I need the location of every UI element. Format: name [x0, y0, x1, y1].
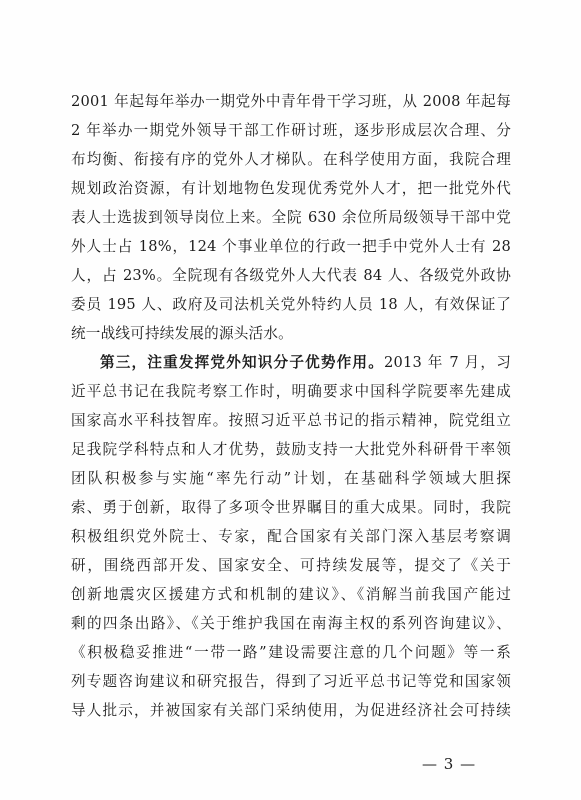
text-line: 2001 年起每年举办一期党外中青年骨干学习班，从 2008 年起每: [71, 93, 511, 110]
text-line: 团队积极参与实施“率先行动”计划，在基础科学领域大胆探: [71, 470, 511, 487]
text-line: 表人士选拔到领导岗位上来。全院 630 余位所局级领导干部中党: [71, 209, 511, 226]
text-line: 委员 195 人、政府及司法机关党外特约人员 18 人，有效保证了: [71, 296, 511, 313]
paragraph-heading: 第三，注重发挥党外知识分子优势作用。: [100, 354, 384, 371]
paragraph-first-line-rest: 2013 年 7 月，习: [383, 354, 511, 371]
text-line: 索、勇于创新，取得了多项令世界瞩目的重大成果。同时，我院: [71, 499, 511, 516]
text-line: 剩的四条出路》、《关于维护我国在南海主权的系列咨询建议》、: [71, 615, 511, 632]
text-line: 研，围绕西部开发、国家安全、可持续发展等，提交了《关于: [71, 557, 511, 574]
paragraph-first-line: [71, 350, 511, 376]
text-line: 导人批示，并被国家有关部门采纳使用，为促进经济社会可持续: [71, 702, 511, 719]
text-line: 积极组织党外院士、专家，配合国家有关部门深入基层考察调: [71, 528, 511, 545]
text-line: 布均衡、衔接有序的党外人才梯队。在科学使用方面，我院合理: [71, 151, 511, 168]
text-line: 人，占 23%。全院现有各级党外人大代表 84 人、各级党外政协: [71, 267, 511, 284]
text-line: 规划政治资源，有计划地物色发现优秀党外人才，把一批党外代: [71, 180, 511, 197]
text-line: 统一战线可持续发展的源头活水。: [71, 325, 293, 342]
text-line: 列专题咨询建议和研究报告，得到了习近平总书记等党和国家领: [71, 673, 511, 690]
text-line: 创新地震灾区援建方式和机制的建议》、《消解当前我国产能过: [71, 586, 511, 603]
text-line: 近平总书记在我院考察工作时，明确要求中国科学院要率先建成: [71, 383, 511, 400]
page-number: — 3 —: [422, 755, 477, 773]
text-line: 《积极稳妥推进“一带一路”建设需要注意的几个问题》等一系: [71, 644, 511, 661]
text-line: 国家高水平科技智库。按照习近平总书记的指示精神，院党组立: [71, 412, 511, 429]
text-line: 外人士占 18%，124 个事业单位的行政一把手中党外人士有 28: [71, 238, 511, 255]
text-line: 2 年举办一期党外领导干部工作研讨班，逐步形成层次合理、分: [71, 122, 511, 139]
text-line: 足我院学科特点和人才优势，鼓励支持一大批党外科研骨干率领: [71, 441, 511, 458]
